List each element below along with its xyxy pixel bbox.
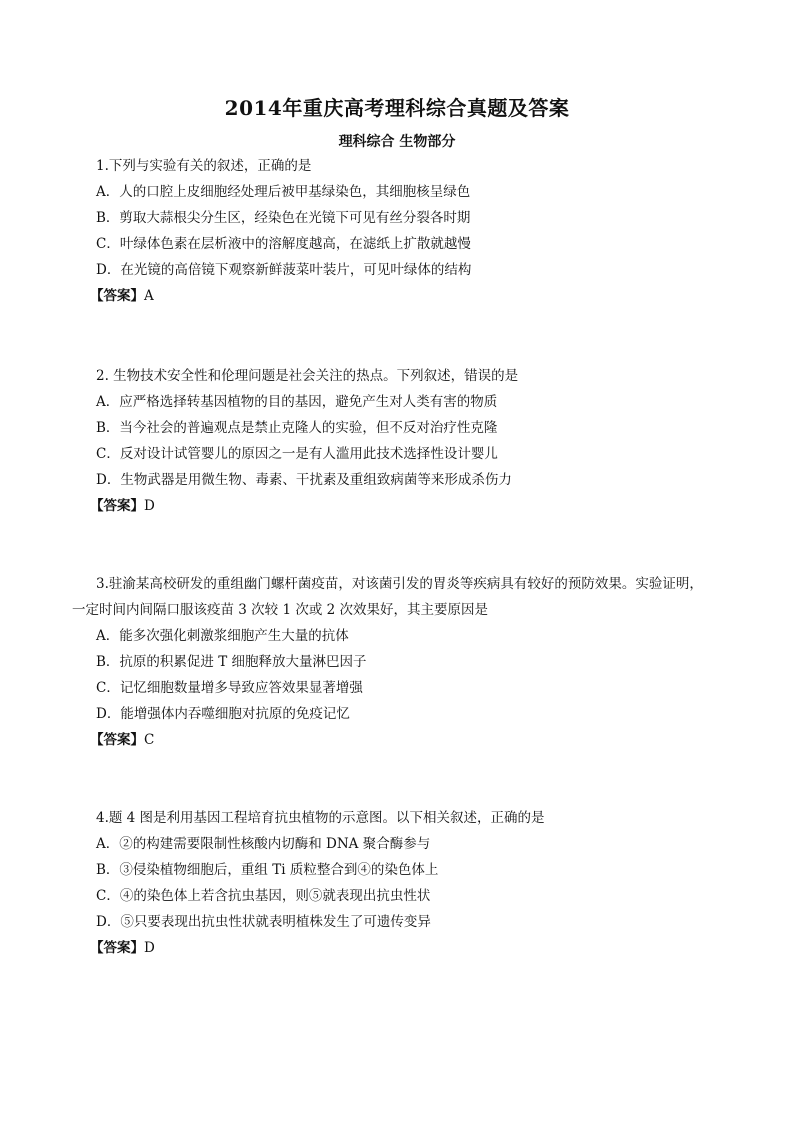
question-4-option-d: D．⑤只要表现出抗虫性状就表明植株发生了可遗传变异: [96, 914, 431, 930]
answer-label: 【答案】: [90, 288, 144, 304]
question-1-option-c: C．叶绿体色素在层析液中的溶解度越高，在滤纸上扩散就越慢: [96, 236, 471, 252]
question-4-answer: [90, 939, 155, 957]
question-4-option-b: B．③侵染植物细胞后，重组 Ti 质粒整合到④的染色体上: [96, 862, 439, 878]
answer-label: 【答案】: [90, 732, 144, 748]
question-3-stem-line-2: 一定时间内间隔口服该疫苗 3 次较 1 次或 2 次效果好，其主要原因是: [72, 602, 489, 618]
question-2-option-a: A．应严格选择转基因植物的目的基因，避免产生对人类有害的物质: [96, 394, 498, 410]
question-3-option-b: B．抗原的积累促进 T 细胞释放大量淋巴因子: [96, 654, 367, 670]
answer-value: D: [144, 940, 155, 956]
question-2-option-b: B．当今社会的普遍观点是禁止克隆人的实验，但不反对治疗性克隆: [96, 420, 498, 436]
question-3-option-a: A．能多次强化刺激浆细胞产生大量的抗体: [96, 628, 349, 644]
question-4-stem: 4.题 4 图是利用基因工程培育抗虫植物的示意图。以下相关叙述，正确的是: [96, 810, 545, 826]
question-3-answer: [90, 731, 154, 749]
question-4-option-c: C．④的染色体上若含抗虫基因，则⑤就表现出抗虫性状: [96, 888, 431, 904]
question-2-option-d: D．生物武器是用微生物、毒素、干扰素及重组致病菌等来形成杀伤力: [96, 472, 512, 488]
document-title: 2014年重庆高考理科综合真题及答案: [224, 96, 570, 120]
question-1-option-a: A．人的口腔上皮细胞经处理后被甲基绿染色，其细胞核呈绿色: [96, 184, 471, 200]
answer-label: 【答案】: [90, 498, 144, 514]
question-4-option-a: A．②的构建需要限制性核酸内切酶和 DNA 聚合酶参与: [96, 836, 431, 852]
question-3-option-c: C．记忆细胞数量增多导致应答效果显著增强: [96, 680, 363, 696]
question-1-option-d: D．在光镜的高倍镜下观察新鲜菠菜叶装片，可见叶绿体的结构: [96, 262, 472, 278]
document-subtitle: 理科综合 生物部分: [338, 134, 456, 150]
question-3-option-d: D．能增强体内吞噬细胞对抗原的免疫记忆: [96, 706, 350, 722]
answer-value: C: [144, 732, 155, 748]
question-2-stem: 2. 生物技术安全性和伦理问题是社会关注的热点。下列叙述，错误的是: [96, 368, 519, 384]
question-1-answer: [90, 287, 154, 305]
answer-value: A: [144, 288, 154, 304]
question-1-stem: 1.下列与实验有关的叙述，正确的是: [96, 158, 312, 174]
question-2-option-c: C．反对设计试管婴儿的原因之一是有人滥用此技术选择性设计婴儿: [96, 446, 498, 462]
answer-label: 【答案】: [90, 940, 144, 956]
question-2-answer: [90, 497, 155, 515]
answer-value: D: [144, 498, 155, 514]
question-3-stem-line-1: 3.驻渝某高校研发的重组幽门螺杆菌疫苗，对该菌引发的胃炎等疾病具有较好的预防效果。实验证明，: [96, 576, 703, 592]
question-1-option-b: B．剪取大蒜根尖分生区，经染色在光镜下可见有丝分裂各时期: [96, 210, 471, 226]
